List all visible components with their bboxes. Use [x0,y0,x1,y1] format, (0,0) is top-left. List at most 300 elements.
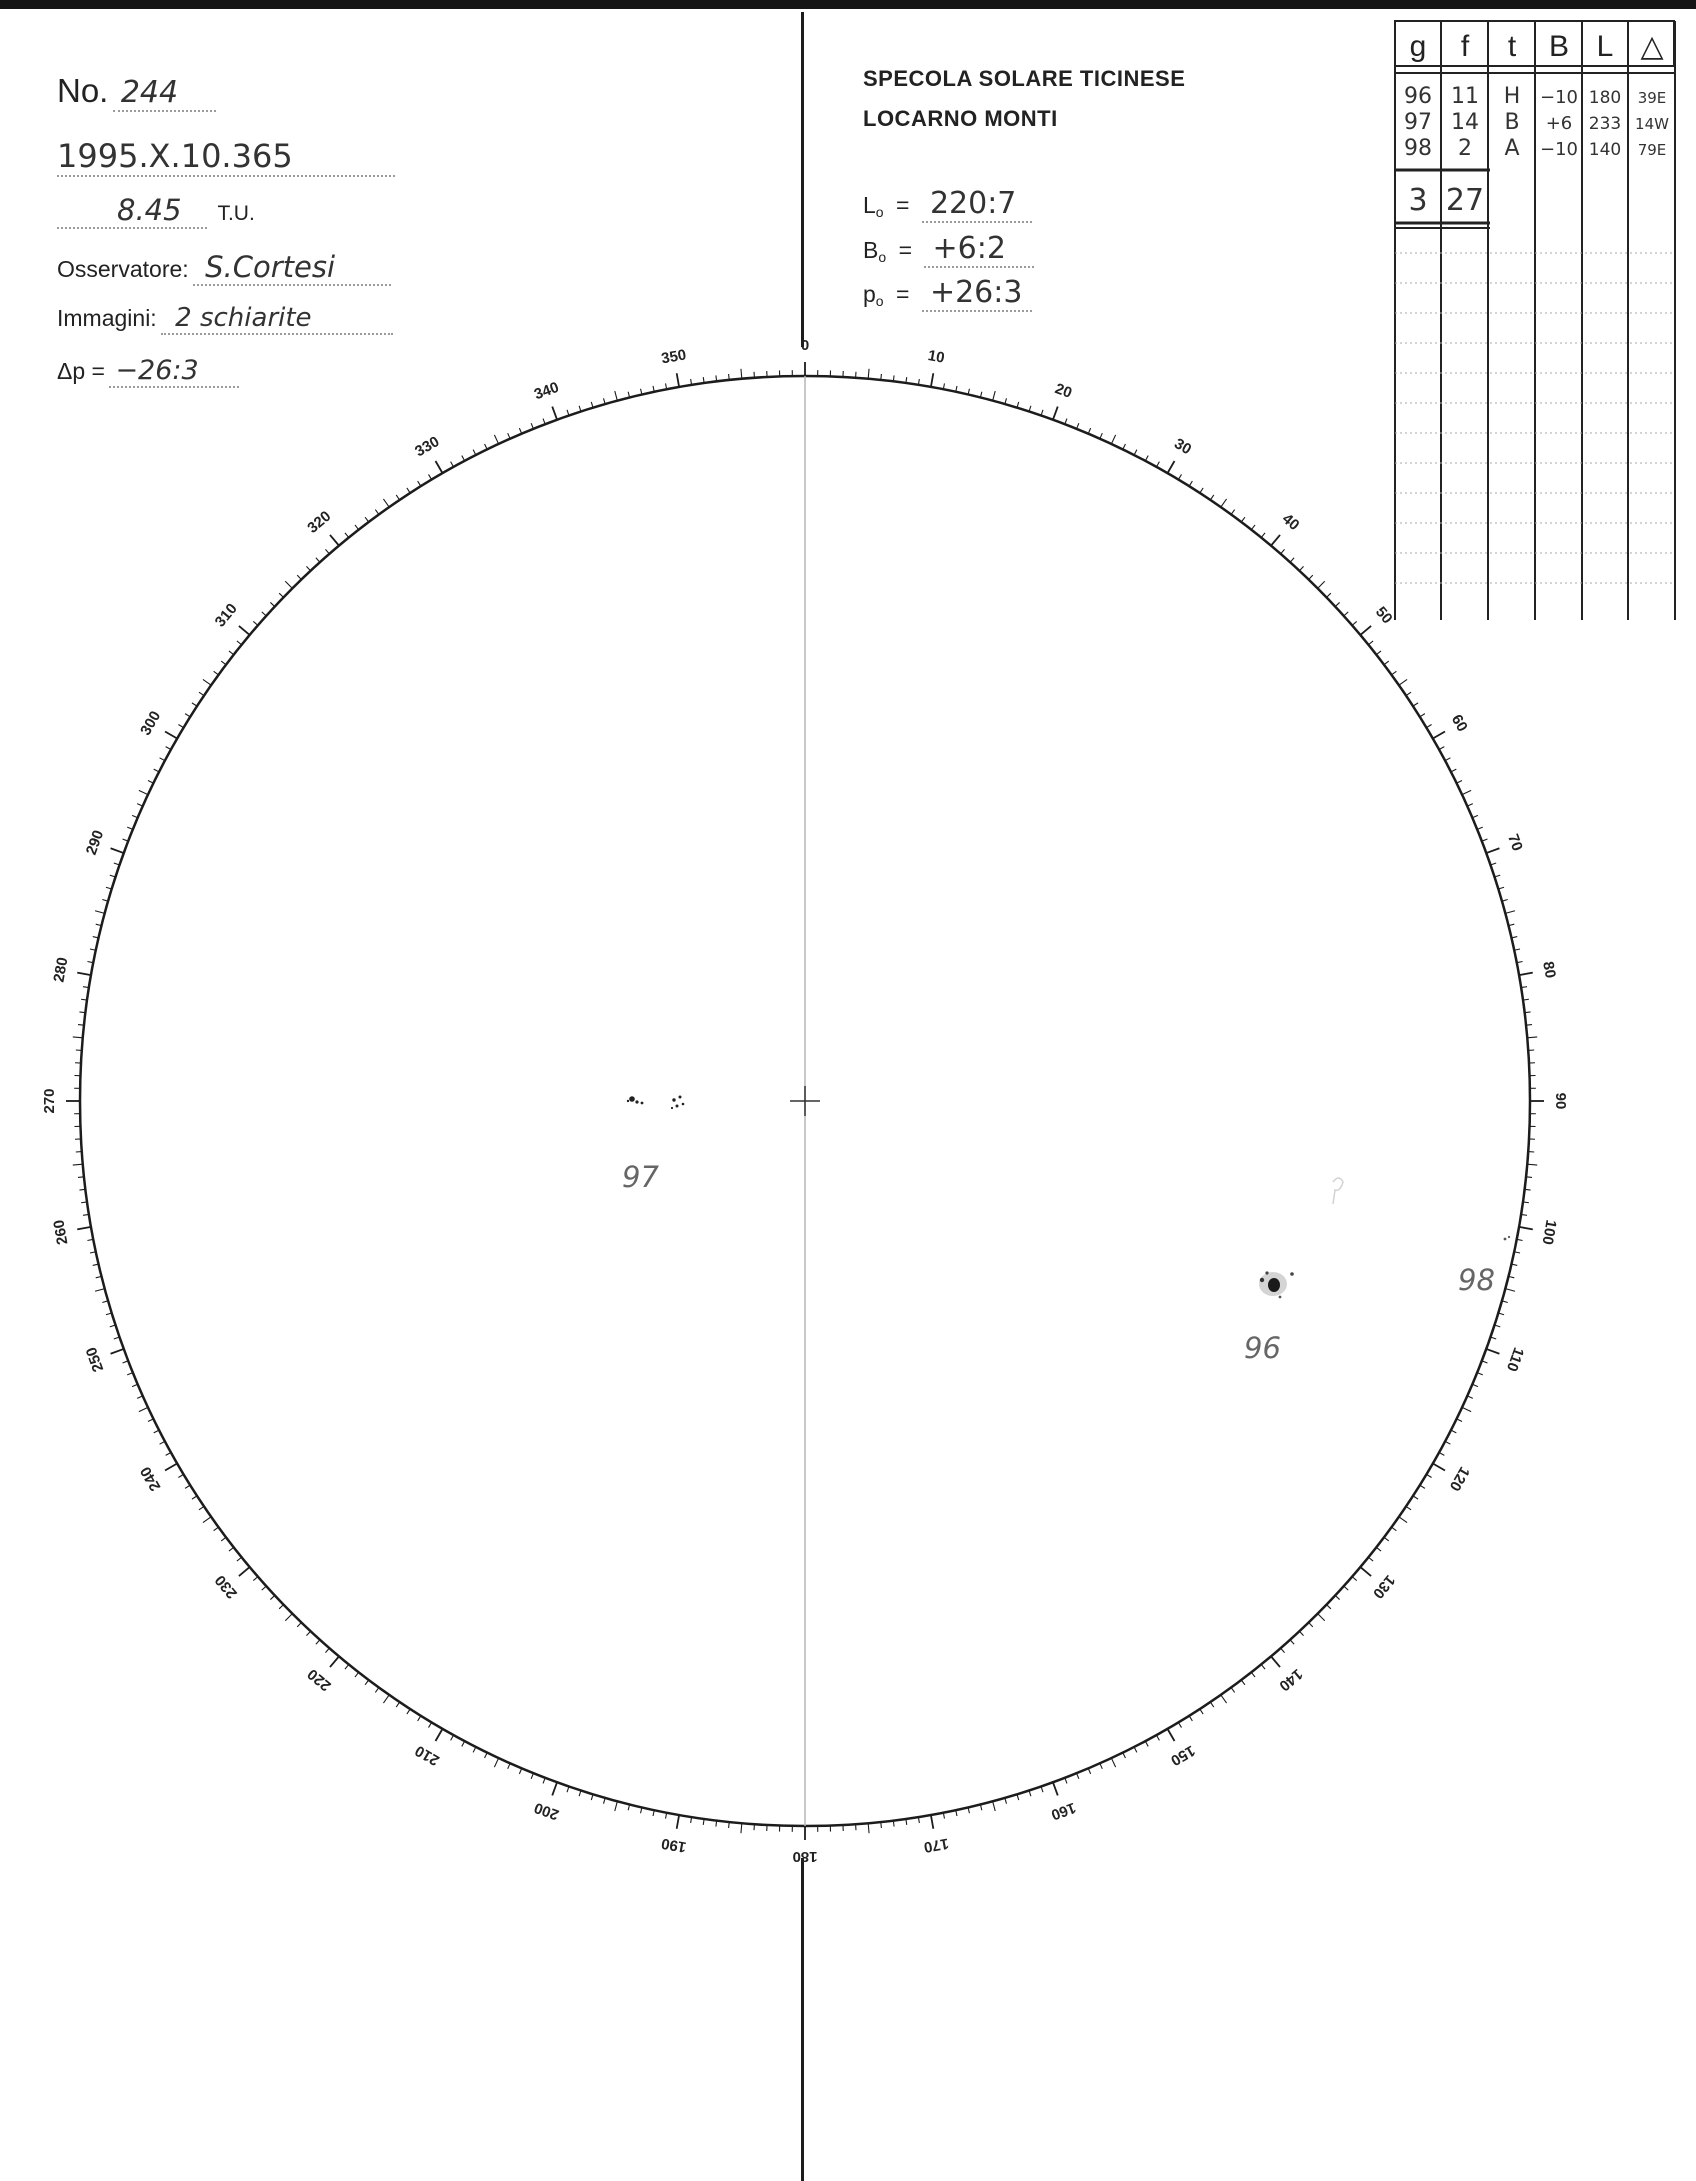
angle-tick [330,535,339,546]
delta-p-label: Δp = [57,358,105,384]
group-label-98: 98 [1458,1263,1495,1297]
images-label: Immagini: [57,305,157,331]
angle-tick [1392,671,1397,675]
angle-tick [1053,407,1058,420]
angle-tick [931,1815,933,1829]
angle-tick [355,525,359,530]
angle-tick [77,1227,91,1229]
angle-tick [78,1177,84,1178]
angle-tick [1327,593,1331,597]
angle-tick [1299,566,1303,570]
angle-tick [615,1801,618,1811]
angle-tick [1368,1557,1373,1561]
angle-tick [1290,558,1294,562]
angle-tick [1384,1537,1389,1541]
table-cell: 140 [1588,140,1622,160]
angle-label-340: 340 [531,378,562,404]
table-cell: 39E [1637,89,1667,107]
angle-tick [1335,1595,1339,1599]
angle-tick [931,373,933,387]
angle-tick [1156,1735,1159,1740]
angle-tick [1210,1702,1213,1707]
angle-label-230: 230 [211,1571,241,1602]
angle-label-260: 260 [50,1218,72,1246]
table-header-L: L [1596,30,1614,63]
table-cell: +6 [1545,113,1573,134]
angle-tick [1318,1614,1325,1621]
angle-tick [881,374,882,380]
table-cell: A [1504,136,1520,161]
angle-label-200: 200 [531,1798,562,1824]
angle-tick [1519,1227,1533,1229]
table-cell: 98 [1404,136,1432,161]
angle-tick [239,626,250,635]
angle-tick [1241,517,1245,522]
angle-tick [1527,1037,1537,1038]
table-cell: 180 [1588,88,1622,108]
angle-label-50: 50 [1371,603,1396,628]
table-header-f: f [1460,30,1470,63]
param-B0-sub: o [878,249,887,266]
angle-tick [154,769,159,772]
angle-label-250: 250 [82,1344,108,1375]
angle-tick [494,435,498,444]
angle-tick [552,407,557,420]
institution-name: SPECOLA SOLARE TICINESE [863,66,1186,91]
angle-tick [1376,651,1381,655]
angle-tick [1231,510,1235,515]
angle-tick [552,1782,557,1795]
angle-tick [1200,488,1203,493]
angle-tick [306,1631,310,1635]
param-B0-value: +6:2 [924,231,1034,268]
angle-tick [1318,581,1325,588]
angle-tick [1439,1452,1444,1455]
angle-tick [214,1527,219,1531]
angle-tick [297,1623,301,1627]
sunspot-group-98 [1504,1236,1511,1241]
angle-tick [253,1577,258,1581]
param-p0-eq: = [896,281,910,307]
angle-tick [1290,1640,1294,1644]
table-header-t: t [1507,30,1517,63]
angle-tick [1221,499,1227,507]
param-L0-sub: o [875,204,884,221]
angle-tick [160,1441,165,1444]
angle-tick [95,1289,105,1292]
angle-label-190: 190 [660,1834,688,1856]
angle-tick [1426,1474,1431,1477]
angle-tick [192,703,197,706]
angle-tick [741,1823,742,1833]
angle-tick [1360,626,1371,635]
angle-tick [1178,474,1181,479]
angle-label-210: 210 [412,1741,443,1769]
angle-tick [139,1407,148,1411]
param-p0-sub: o [875,293,884,310]
angle-tick [383,1695,389,1703]
angle-tick [1261,1664,1265,1669]
angle-tick [1111,435,1115,444]
angle-tick [993,391,996,401]
angle-tick [285,1614,292,1621]
angle-tick [436,461,443,473]
images-value: 2 schiarite [161,303,393,335]
angle-tick [73,1037,83,1038]
angle-tick [1413,1496,1418,1499]
angle-label-290: 290 [82,827,108,858]
angle-tick [78,1025,84,1026]
sunspot-group-96 [1259,1271,1294,1298]
angle-tick [1360,1567,1371,1576]
angle-tick [729,1822,730,1828]
angle-tick [166,747,171,750]
angle-tick [1145,1741,1148,1746]
table-cell: 96 [1404,84,1432,109]
table-cell: 233 [1588,114,1622,134]
angle-tick [893,1821,894,1827]
angle-tick [262,612,266,616]
angle-tick [396,1702,399,1707]
angle-tick [1200,1709,1203,1714]
angle-tick [677,373,679,387]
no-value: 244 [113,75,216,112]
angle-tick [407,1709,410,1714]
angle-tick [1241,1680,1245,1685]
angle-tick [494,1758,498,1767]
angle-tick [462,1741,465,1746]
angle-label-150: 150 [1167,1741,1198,1769]
angle-tick [1462,790,1471,794]
table-header-delta: △ [1640,30,1664,63]
angle-tick [1505,1289,1515,1292]
angle-tick [1406,692,1411,695]
angle-tick [237,1557,242,1561]
angle-tick [178,1474,183,1477]
angle-label-240: 240 [137,1463,165,1494]
table-total-groups: 3 [1408,183,1428,218]
angle-tick [473,450,476,455]
angle-tick [1335,602,1339,606]
angle-tick [1433,1464,1445,1471]
angle-tick [1189,481,1192,486]
angle-tick [418,1716,421,1721]
angle-tick [1111,1758,1115,1767]
angle-tick [1399,679,1407,685]
angle-tick [1053,1782,1058,1795]
angle-tick [716,375,717,381]
angle-tick [1527,1164,1537,1165]
angle-tick [1134,450,1137,455]
angle-tick [375,510,379,515]
angle-tick [1299,1631,1303,1635]
angle-label-10: 10 [926,347,946,367]
angle-tick [345,533,349,538]
angle-tick [1261,533,1265,538]
angle-tick [1352,621,1357,625]
angle-tick [1445,1441,1450,1444]
table-cell: 14 [1451,110,1479,135]
angle-tick [237,641,242,645]
angle-tick [473,1747,476,1752]
angle-tick [73,1164,83,1165]
angle-tick [868,369,869,379]
angle-tick [285,581,292,588]
angle-tick [253,621,258,625]
angle-tick [1451,769,1456,772]
angle-tick [1525,1012,1531,1013]
angle-tick [1344,612,1348,616]
param-B0-label: B [863,237,879,263]
angle-tick [1433,732,1445,739]
angle-tick [1271,1656,1280,1667]
angle-tick [1327,1605,1331,1609]
angle-tick [1420,714,1425,717]
angle-tick [396,495,399,500]
faint-pencil-mark [1333,1178,1343,1204]
angle-tick [1462,1407,1471,1411]
angle-tick [316,1640,320,1644]
angle-tick [1271,535,1280,546]
angle-tick [1486,848,1499,853]
angle-tick [451,462,454,467]
group-label-97: 97 [622,1160,659,1194]
angle-tick [325,1648,329,1653]
angle-tick [677,1815,679,1829]
table-cell: 79E [1637,141,1667,159]
table-cell: −10 [1540,87,1578,108]
angle-tick [485,1753,488,1758]
angle-tick [383,499,389,507]
angle-tick [160,758,165,761]
date-value: 1995.X.10.365 [57,137,293,175]
angle-tick [1123,444,1126,449]
angle-tick [1505,911,1515,914]
institution-location: LOCARNO MONTI [863,106,1058,131]
angle-tick [279,1605,283,1609]
angle-tick [893,375,894,381]
angle-tick [429,1722,432,1727]
angle-label-100: 100 [1538,1218,1560,1246]
angle-tick [1420,1485,1425,1488]
angle-label-30: 30 [1171,435,1195,459]
angle-label-0: 0 [800,336,810,354]
angle-tick [165,732,177,739]
angle-tick [297,575,301,579]
angle-tick [199,692,204,695]
angle-label-40: 40 [1278,510,1303,535]
angle-tick [279,593,283,597]
angle-label-60: 60 [1447,711,1471,735]
angle-tick [1210,495,1213,500]
angle-tick [1251,1672,1255,1677]
angle-tick [148,1419,153,1422]
angle-tick [1123,1753,1126,1758]
angle-tick [1399,1517,1407,1523]
angle-tick [1251,525,1255,530]
param-p0-label: p [863,281,876,307]
angle-tick [1309,1623,1313,1627]
angle-tick [1392,1527,1397,1531]
angle-tick [375,1688,379,1693]
angle-tick [615,391,618,401]
angle-tick [1231,1688,1235,1693]
angle-tick [365,517,369,522]
observer-value: S.Cortesi [193,250,391,286]
angle-label-180: 180 [792,1848,818,1866]
table-cell: 97 [1404,110,1432,135]
angle-tick [77,973,91,975]
angle-tick [1426,725,1431,728]
angle-label-330: 330 [412,433,443,461]
angle-label-280: 280 [50,956,72,984]
table-cell: −10 [1540,139,1578,160]
angle-tick [214,671,219,675]
angle-tick [1519,973,1533,975]
angle-tick [868,1823,869,1833]
angle-tick [1189,1716,1192,1721]
angle-tick [111,1349,124,1354]
angle-tick [1281,549,1285,554]
angle-tick [1145,456,1148,461]
angle-tick [1384,661,1389,665]
angle-tick [1156,462,1159,467]
angle-tick [1445,758,1450,761]
angle-tick [325,549,329,554]
param-L0-label: L [863,192,876,218]
angle-label-20: 20 [1052,380,1075,402]
angle-label-120: 120 [1445,1463,1473,1494]
group-label-96: 96 [1244,1331,1281,1365]
table-header-B: B [1548,30,1570,63]
angle-tick [1526,1025,1532,1026]
angle-tick [199,1506,204,1509]
table-total-spots: 27 [1445,183,1485,218]
angle-tick [1221,1695,1227,1703]
table-cell: 14W [1635,115,1669,133]
angle-label-220: 220 [304,1665,335,1695]
angle-label-270: 270 [40,1088,58,1114]
angle-tick [429,474,432,479]
angle-tick [1439,747,1444,750]
angle-tick [316,558,320,562]
angle-tick [436,1729,443,1741]
angle-tick [1457,781,1462,784]
angle-tick [1134,1747,1137,1752]
angle-tick [165,1464,177,1471]
angle-tick [79,1012,85,1013]
angle-tick [485,444,488,449]
angle-tick [729,374,730,380]
param-L0-value: 220:7 [922,186,1032,223]
angle-tick [1525,1189,1531,1190]
observer-label: Osservatore: [57,256,189,282]
angle-tick [1309,575,1313,579]
angle-tick [1526,1177,1532,1178]
angle-tick [993,1801,996,1811]
angle-tick [451,1735,454,1740]
angle-tick [741,369,742,379]
time-unit: T.U. [217,202,255,225]
angle-tick [1368,641,1373,645]
angle-label-130: 130 [1369,1571,1399,1602]
table-header-g: g [1409,30,1427,63]
angle-tick [330,1656,339,1667]
angle-tick [1376,1547,1381,1551]
angle-tick [221,661,226,665]
angle-tick [418,481,421,486]
angle-tick [154,1430,159,1433]
angle-tick [881,1822,882,1828]
angle-tick [1451,1430,1456,1433]
angle-label-70: 70 [1504,831,1526,854]
angle-tick [1486,1349,1499,1354]
angle-tick [185,714,190,717]
angle-label-170: 170 [922,1834,950,1856]
sunspot-group-97 [627,1096,685,1110]
angle-tick [203,1517,211,1523]
angle-tick [192,1496,197,1499]
no-label: No. [57,72,109,109]
angle-tick [365,1680,369,1685]
angle-label-350: 350 [660,346,688,368]
angle-tick [262,1586,266,1590]
param-B0-eq: = [898,237,913,263]
angle-tick [1178,1722,1181,1727]
table-cell: 2 [1458,136,1472,161]
disk-center-cross [790,1086,820,1116]
table-cell: H [1503,84,1521,109]
angle-label-80: 80 [1539,960,1559,980]
angle-tick [716,1821,717,1827]
angle-label-140: 140 [1275,1665,1306,1695]
angle-tick [139,790,148,794]
angle-tick [1352,1577,1357,1581]
angle-tick [111,848,124,853]
angle-tick [306,566,310,570]
angle-label-310: 310 [211,600,241,631]
angle-tick [345,1664,349,1669]
angle-tick [1413,703,1418,706]
angle-label-90: 90 [1552,1092,1570,1110]
angle-label-160: 160 [1048,1798,1079,1824]
angle-tick [355,1672,359,1677]
angle-tick [1168,461,1175,473]
angle-tick [185,1485,190,1488]
angle-tick [1344,1586,1348,1590]
angle-tick [229,651,234,655]
angle-tick [1281,1648,1285,1653]
delta-p-value: −26:3 [109,355,239,388]
angle-tick [229,1547,234,1551]
angle-label-320: 320 [304,507,335,537]
time-value: 8.45 [57,193,207,229]
angle-tick [148,781,153,784]
angle-label-300: 300 [137,708,165,739]
table-cell: 11 [1451,84,1479,109]
angle-tick [239,1567,250,1576]
table-cell: B [1504,110,1520,135]
angle-tick [221,1537,226,1541]
angle-tick [203,679,211,685]
angle-tick [270,1595,274,1599]
angle-label-110: 110 [1502,1345,1528,1374]
angle-tick [1406,1506,1411,1509]
angle-tick [462,456,465,461]
param-L0-eq: = [896,192,910,218]
angle-tick [178,725,183,728]
angle-tick [95,911,105,914]
